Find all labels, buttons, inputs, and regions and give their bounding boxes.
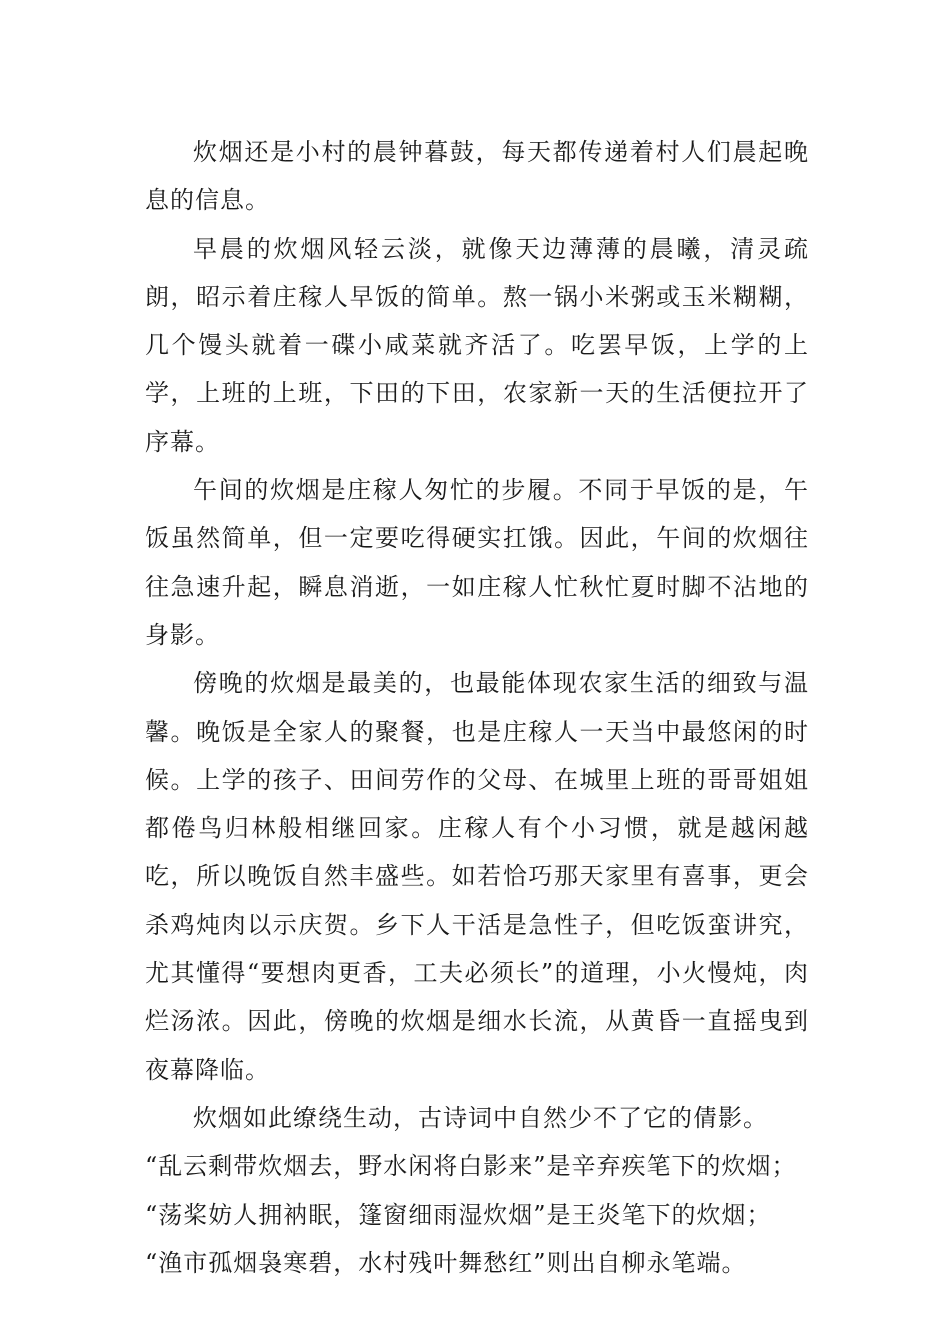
paragraph-5: 炊烟如此缭绕生动，古诗词中自然少不了它的倩影。 — [193, 1103, 768, 1132]
paragraph-3: 午间的炊烟是庄稼人匆忙的步履。不同于早饭的是，午饭虽然简单，但一定要吃得硬实扛饿。因此，午间的炊烟往往急速升起，瞬息消逝，一如庄稼人忙秋忙夏时脚不沾地的身影。 — [145, 476, 809, 649]
paragraph-1: 炊烟还是小村的晨钟暮鼓，每天都传递着村人们晨起晚息的信息。 — [145, 138, 809, 215]
quote-line-1: “乱云剩带炊烟去，野水闲将白影来”是辛弃疾笔下的炊烟； — [145, 1152, 797, 1181]
paragraph-4: 傍晚的炊烟是最美的，也最能体现农家生活的细致与温馨。晚饭是全家人的聚餐，也是庄稼人一天当中最悠闲的时候。上学的孩子、田间劳作的父母、在城里上班的哥哥姐姐都倦鸟归林般相继回家。庄稼人有个小习惯，就是越闲越吃，所以晚饭自然丰盛些。如若恰巧那天家里有喜事，更会杀鸡炖肉以示庆贺。乡下人干活是急性子，但吃饭蛮讲究，尤其懂得“要想肉更香，工夫必须长”的道理，小火慢炖，肉烂汤浓。因此，傍晚的炊烟是细水长流，从黄昏一直摇曳到夜幕降临。 — [145, 669, 809, 1084]
paragraph-2: 早晨的炊烟风轻云淡，就像天边薄薄的晨曦，清灵疏朗，昭示着庄稼人早饭的简单。熬一锅小米粥或玉米糊糊，几个馒头就着一碟小咸菜就齐活了。吃罢早饭，上学的上学，上班的上班，下田的下田，农家新一天的生活便拉开了序幕。 — [145, 234, 809, 456]
quote-line-3: “渔市孤烟袅寒碧，水村残叶舞愁红”则出自柳永笔端。 — [145, 1248, 747, 1277]
quote-line-2: “荡桨妨人拥衲眠，篷窗细雨湿炊烟”是王炎笔下的炊烟； — [145, 1200, 772, 1229]
article-body — [145, 128, 809, 1287]
